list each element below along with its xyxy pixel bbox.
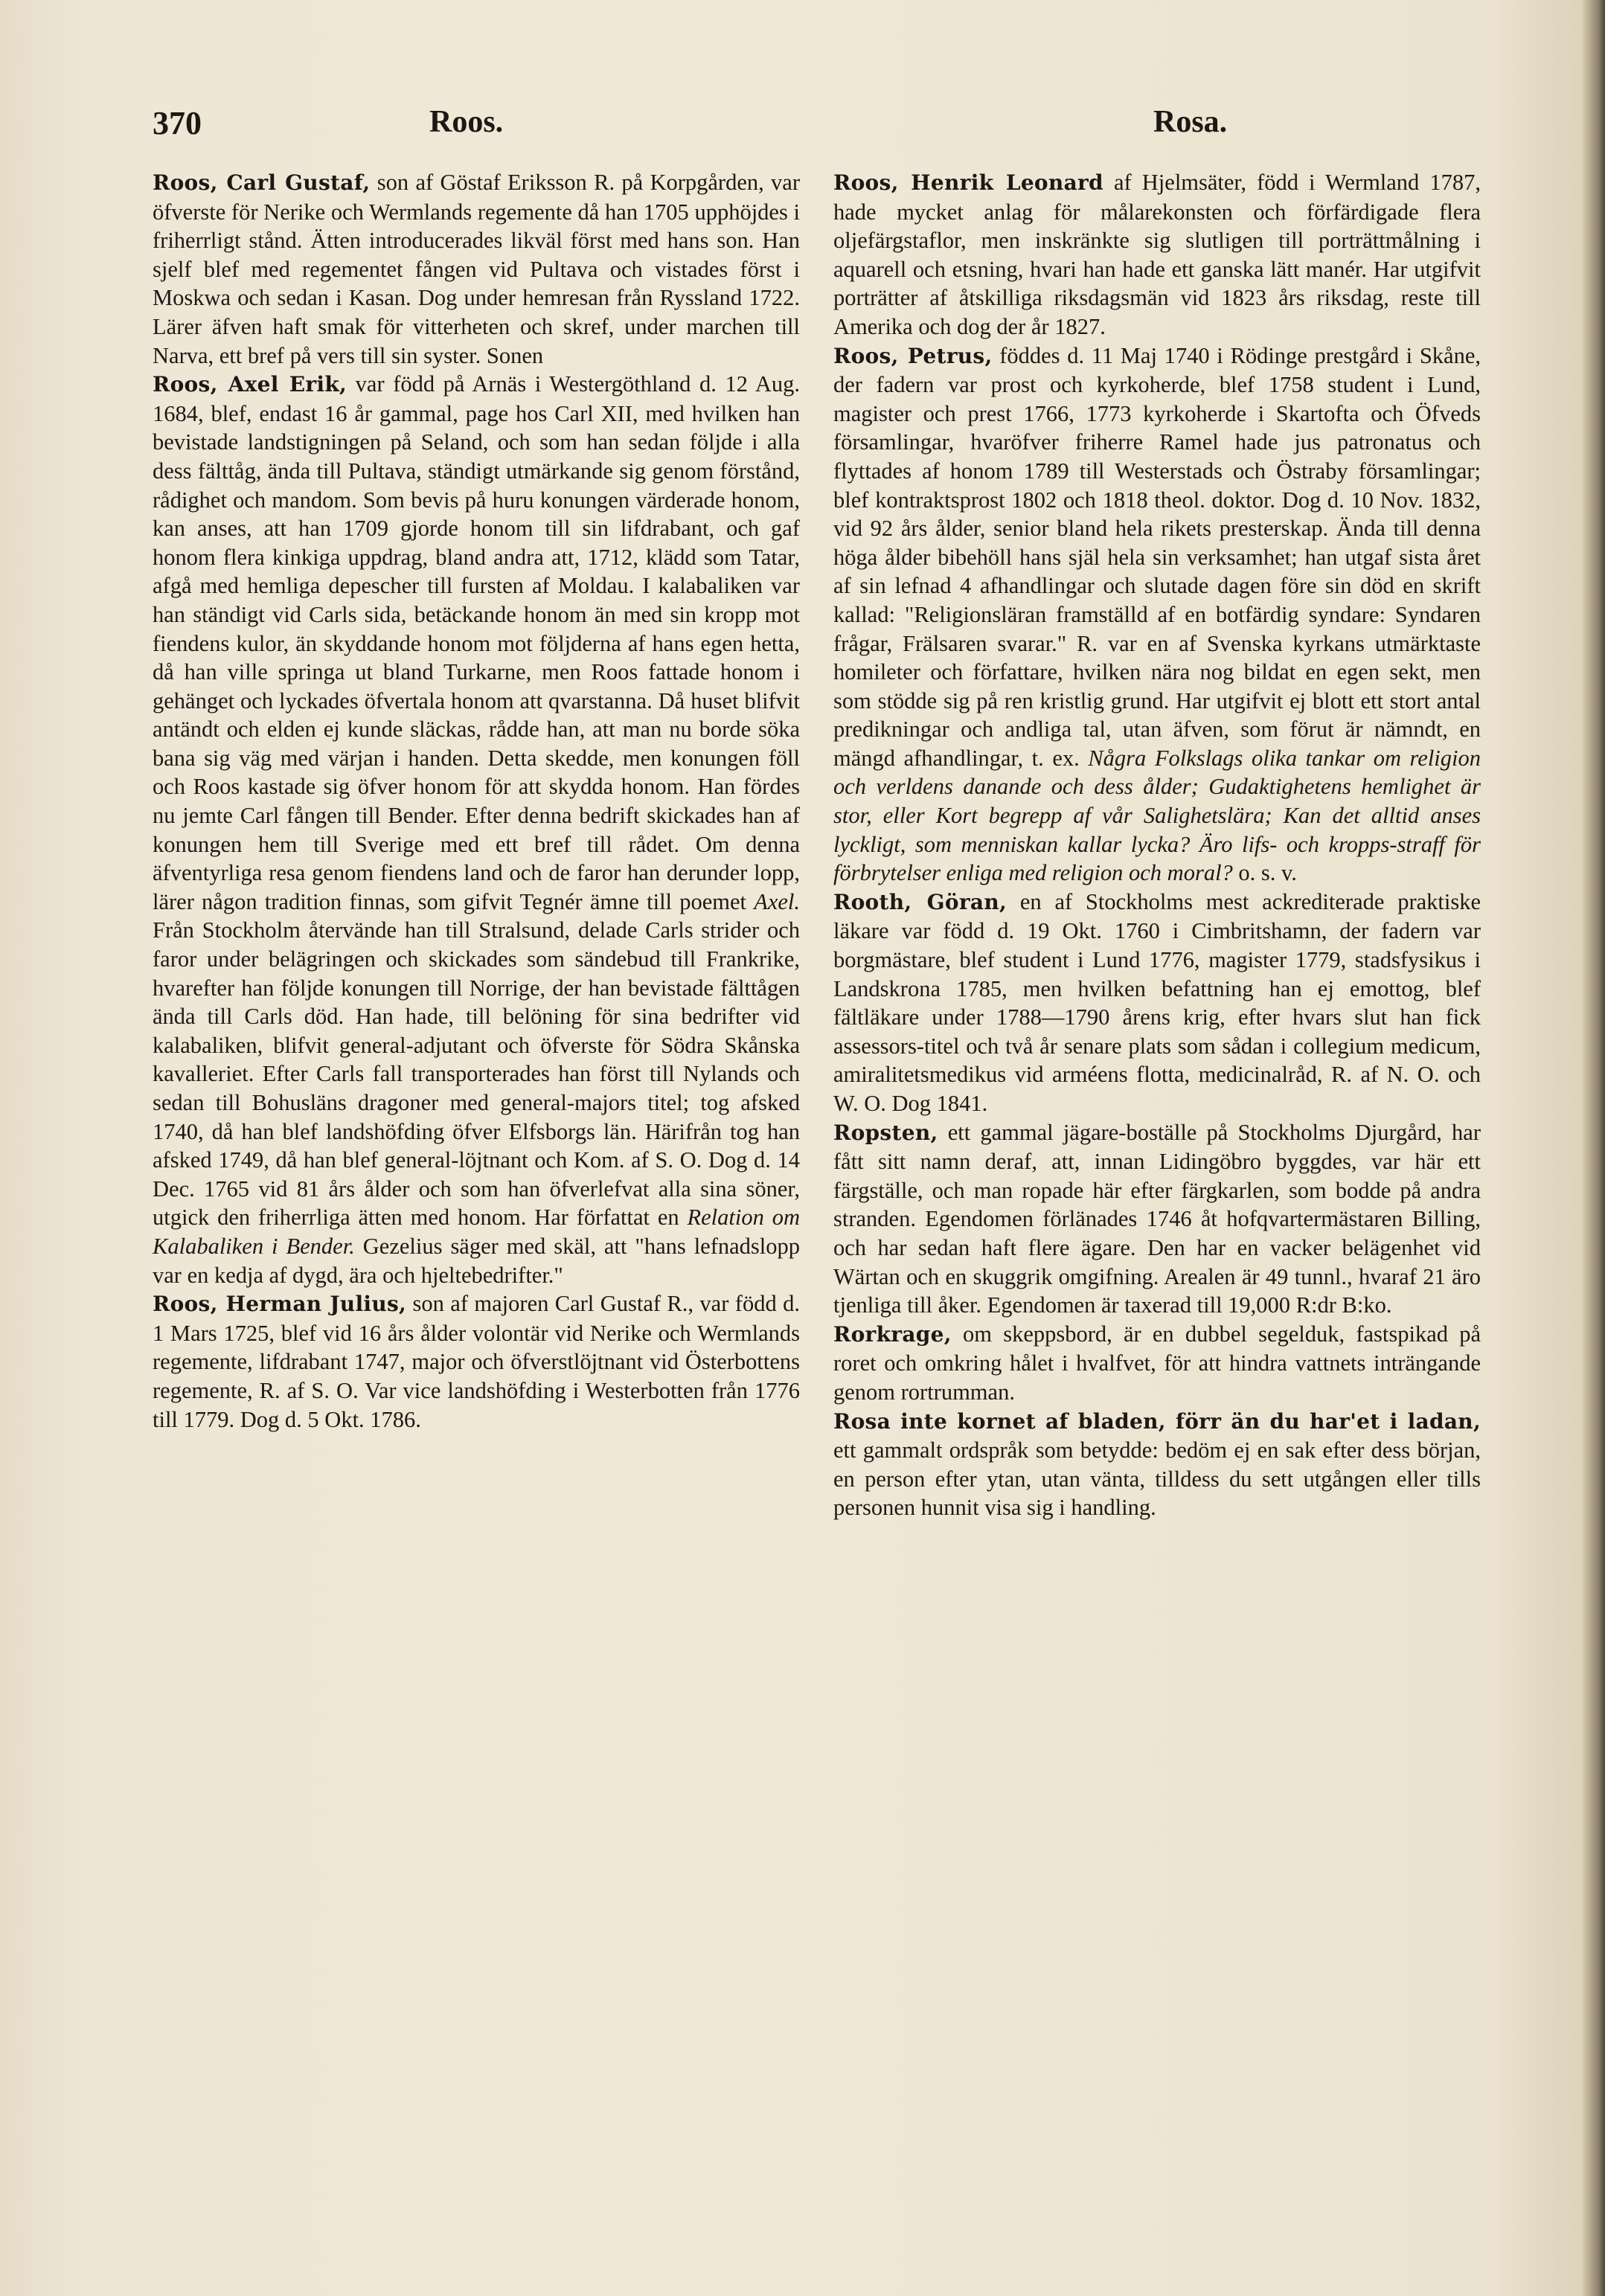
entry-italic-text: Några Folkslags olika tankar om religion och verldens danande och dess ålder; Gudaktighetens hemlighet är stor, eller Kort begrepp af vår Salighetslära; Kan det alltid anses lyckligt, som menniskan kallar lycka? Äro lifs- och kropps-straff för förbrytelser enliga med religion och moral? bbox=[833, 745, 1481, 886]
entry-italic-text: Axel. bbox=[754, 888, 800, 914]
entry-headword: Roos, Carl Gustaf, bbox=[153, 170, 371, 195]
entry-text: son af Göstaf Eriksson R. på Korpgården, var öfverste för Nerike och Wermlands regemente då han 1705 upphöjdes i friherrligt stånd. Ätten introducerades likväl först med hans son. Han sjelf blef med regementet fången vid Pultava och vistades först i Moskwa och sedan i Kasan. Dog under hemresan från Ryssland 1722. Lärer äfven haft smak för vitterheten och skref, under marchen till Narva, ett bref på vers till sin syster. Sonen bbox=[153, 170, 800, 368]
entry-headword: Rosa inte kornet af bladen, förr än du har'et i ladan, bbox=[833, 1408, 1481, 1434]
entry-headword: Rooth, Göran, bbox=[833, 889, 1007, 914]
dictionary-entry bbox=[153, 1289, 800, 1434]
entry-headword: Roos, Henrik Leonard bbox=[833, 170, 1103, 195]
entry-text: ett gammal jägare-boställe på Stockholms Djurgård, har fått sitt namn deraf, att, innan Lidingöbro byggdes, var här ett färgställe, och man ropade här efter färgkarlen, som bodde på andra stranden. Egendomen förlänades 1746 åt hofqvartermästaren Billing, och har sedan haft flere ägare. Den har en vacker belägenhet vid Wärtan och en skuggrik omgifning. Arealen är 49 tunnl., hvaraf 21 äro tjenliga till åker. Egendomen är taxerad till 19,000 R:dr B:ko. bbox=[833, 1119, 1481, 1318]
entry-text: son af majoren Carl Gustaf R., var född d. 1 Mars 1725, blef vid 16 års ålder volontär vid Nerike och Wermlands regemente, lifdrabant 1747, major och öfverstlöjtnant vid Österbottens regemente, R. af S. O. Var vice landshöfding i Westerbotten från 1776 till 1779. Dog d. 5 Okt. 1786. bbox=[153, 1291, 800, 1432]
entry-text: o. s. v. bbox=[1232, 860, 1297, 886]
entry-text: om skeppsbord, är en dubbel segelduk, fastspikad på roret och omkring hålet i hvalfvet, för att hindra vattnets inträngande genom rortrumman. bbox=[833, 1321, 1481, 1405]
dictionary-entry bbox=[833, 888, 1481, 1118]
dictionary-entry bbox=[833, 1407, 1481, 1522]
entry-text: Från Stockholm återvände han till Stralsund, delade Carls strider och faror under belägringen och skickades som sändebud till Frankrike, hvarefter han följde konungen till Norrige, der han bevistade fälttågen ända till Carls död. Han hade, till belöning för sina bedrifter vid kalabaliken, blifvit general-adjutant och öfverste för Södra Skånska kavalleriet. Efter Carls fall transporterades han först till Nylands och sedan till Bohusläns dragoner med general-majors titel; tog afsked 1740, då han blef landshöfding öfver Elfsborgs län. Härifrån tog han afsked 1749, då han blef general-löjtnant och Kom. af S. O. Dog d. 14 Dec. 1765 vid 81 års ålder och som han öfverlefvat alla sina söner, utgick den friherrliga ätten med honom. Har författat en bbox=[153, 917, 800, 1231]
entry-text: Gezelius säger med skäl, att "hans lefnadslopp var en kedja af dygd, ära och hjeltebedrifter." bbox=[153, 1233, 800, 1288]
entry-headword: Rorkrage, bbox=[833, 1321, 952, 1347]
dictionary-entry bbox=[833, 168, 1481, 341]
running-head bbox=[153, 104, 1492, 149]
entry-text: ett gammalt ordspråk som betydde: bedöm ej en sak efter dess början, en person efter ytan, utan vänta, tilldess du sett utgången eller tills personen hunnit visa sig i handling. bbox=[833, 1437, 1481, 1521]
entry-headword: Roos, Axel Erik, bbox=[153, 372, 347, 397]
left-running-heading: Roos. bbox=[429, 105, 504, 139]
left-column bbox=[153, 168, 800, 1434]
entry-headword: Roos, Herman Julius, bbox=[153, 1292, 407, 1317]
entry-headword: Ropsten, bbox=[833, 1120, 938, 1145]
entry-text: en af Stockholms mest ackrediterade praktiske läkare var född d. 19 Okt. 1760 i Cimbritshamn, der fadern var borgmästare, blef student i Lund 1776, magister 1779, stadsfysikus i Landskrona 1785, men hvilken befattning han ej emottog, blef fältläkare under 1788—1790 årens krig, efter hvars slut han fick assessors-titel och två år senare plats som sådan i collegium medicum, amiralitetsmedikus vid arméens flotta, medicinalråd, R. af N. O. och W. O. Dog 1841. bbox=[833, 888, 1481, 1116]
right-running-heading: Rosa. bbox=[1153, 105, 1228, 139]
dictionary-entry bbox=[833, 1320, 1481, 1407]
page-number: 370 bbox=[153, 105, 202, 141]
entry-headword: Roos, Petrus, bbox=[833, 343, 993, 368]
dictionary-entry bbox=[153, 168, 800, 370]
dictionary-entry bbox=[833, 1118, 1481, 1320]
entry-text: föddes d. 11 Maj 1740 i Rödinge prestgård i Skåne, der fadern var prost och kyrkoherde, blef 1758 student i Lund, magister och prest 1766, 1773 kyrkoherde i Skartofta och Öfveds församlingar, hvaröfver friherre Ramel hade jus patronatus och flyttades af honom 1789 till Westerstads och Östraby församlingar; blef kontraktsprost 1802 och 1818 theol. doktor. Dog d. 10 Nov. 1832, vid 92 års ålder, senior bland hela rikets presterskap. Ända till denna höga ålder bibehöll hans själ hela sin verksamhet; han utgaf sista året af sin lefnad 4 afhandlingar och slutade dagen före sin död en skrift kallad: "Religionsläran framställd af en botfärdig syndare: Syndaren frågar, Frälsaren svarar." R. var en af Svenska kyrkans utmärktaste homileter och författare, hvilken nära nog bildat en egen sekt, men som stödde sig på ren kristlig grund. Har utgifvit ej blott ett stort antal predikningar och andliga tal, utan äfven, som förut är nämndt, en mängd afhandlingar, t. ex. bbox=[833, 342, 1481, 771]
entry-italic-text: Relation om Kalabaliken i Bender. bbox=[153, 1205, 800, 1259]
entry-text: af Hjelmsäter, född i Wermland 1787, hade mycket anlag för målarekonsten och förfärdigade flera oljefärgstaflor, men inskränkte sig slutligen till porträttmålning i aquarell och etsning, hvari han hade ett ganska lätt manér. Har utgifvit porträtter af åtskilliga riksdagsmän vid 1823 års riksdag, reste till Amerika och dog der år 1827. bbox=[833, 170, 1481, 339]
dictionary-entry bbox=[833, 341, 1481, 888]
page-edge-shadow bbox=[1583, 0, 1605, 2296]
dictionary-entry bbox=[153, 370, 800, 1289]
right-column bbox=[833, 168, 1481, 1522]
entry-text: var född på Arnäs i Westergöthland d. 12 Aug. 1684, blef, endast 16 år gammal, page hos Carl XII, med hvilken han bevistade landstigningen på Seland, och som han sedan följde i alla dess fälttåg, ända till Pultava, ständigt utmärkande sig genom förstånd, rådighet och mandom. Som bevis på huru konungen värderade honom, kan anses, att han 1709 gjorde honom till sin lifdrabant, och gaf honom flera kinkiga uppdrag, bland andra att, 1712, klädd som Tatar, afgå med hemliga depescher till fursten af Moldau. I kalabaliken var han ständigt vid Carls sida, betäckande honom än med sin kropp mot fiendens kulor, än skyddande honom mot följderna af hans egen hetta, då han ville springa ut bland Turkarne, men Roos fattade honom i gehänget och lyckades öfvertala honom att qvarstanna. Då huset blifvit antändt och elden ej kunde släckas, rådde han, att man nu borde söka bana sig väg med värjan i handen. Detta skedde, men konungen föll och Roos kastade sig öfver honom för att skydda honom. Han fördes nu jemte Carl fången till Bender. Efter denna bedrift skickades han af konungen hem till Sverige med ett bref till rådet. Om denna äfventyrliga resa genom fiendens land och de faror han derunder lopp, lärer någon tradition finnas, som gifvit Tegnér ämne till poemet bbox=[153, 371, 800, 914]
